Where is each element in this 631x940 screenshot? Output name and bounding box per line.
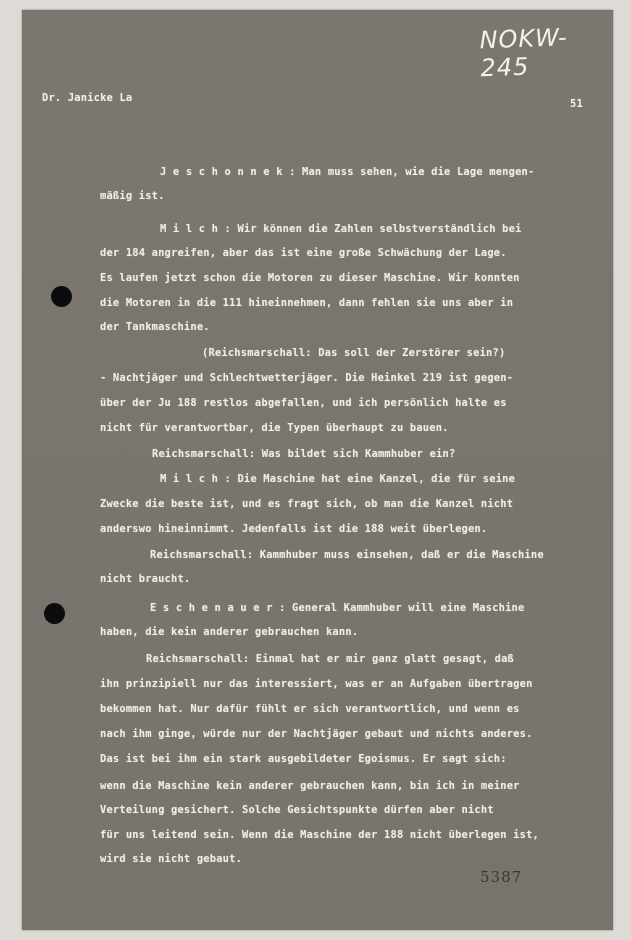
text-line-5: Es laufen jetzt schon die Motoren zu dieser Maschine. Wir konnten bbox=[100, 272, 520, 284]
punch-hole-top bbox=[51, 286, 72, 307]
text-line-2: mäßig ist. bbox=[100, 190, 165, 202]
text-line-10: über der Ju 188 restlos abgefallen, und ich persönlich halte es bbox=[100, 397, 507, 409]
text-line-12: Reichsmarschall: Was bildet sich Kammhuber ein? bbox=[152, 448, 456, 460]
text-line-15: anderswo hineinnimmt. Jedenfalls ist die 188 weit überlegen. bbox=[100, 523, 488, 535]
archive-page-number: 5387 bbox=[480, 868, 523, 886]
document-stamp: NOKW-245 bbox=[479, 23, 569, 83]
text-line-11: nicht für verantwortbar, die Typen überhaupt zu bauen. bbox=[100, 422, 449, 434]
text-line-7: der Tankmaschine. bbox=[100, 321, 210, 333]
text-line-1: J e s c h o n n e k : Man muss sehen, wie die Lage mengen- bbox=[160, 166, 535, 178]
text-line-20: Reichsmarschall: Einmal hat er mir ganz glatt gesagt, daß bbox=[146, 653, 514, 665]
text-line-24: Das ist bei ihm ein stark ausgebildeter Egoismus. Er sagt sich: bbox=[100, 753, 507, 765]
text-line-21: ihn prinzipiell nur das interessiert, was er an Aufgaben übertragen bbox=[100, 678, 533, 690]
text-line-25: wenn die Maschine kein anderer gebrauchen kann, bin ich in meiner bbox=[100, 780, 520, 792]
text-line-19: haben, die kein anderer gebrauchen kann. bbox=[100, 626, 359, 638]
text-line-16: Reichsmarschall: Kammhuber muss einsehen, daß er die Maschine bbox=[150, 549, 544, 561]
text-line-18: E s c h e n a u e r : General Kammhuber will eine Maschine bbox=[150, 602, 525, 614]
punch-hole-bottom bbox=[44, 603, 65, 624]
header-author: Dr. Janicke La bbox=[42, 92, 133, 104]
document-page bbox=[22, 10, 613, 930]
text-line-26: Verteilung gesichert. Solche Gesichtspunkte dürfen aber nicht bbox=[100, 804, 494, 816]
text-line-23: nach ihm ginge, würde nur der Nachtjäger gebaut und nichts anderes. bbox=[100, 728, 533, 740]
text-line-14: Zwecke die beste ist, und es fragt sich, ob man die Kanzel nicht bbox=[100, 498, 514, 510]
text-line-13: M i l c h : Die Maschine hat eine Kanzel, die für seine bbox=[160, 473, 516, 485]
text-line-22: bekommen hat. Nur dafür fühlt er sich verantwortlich, und wenn es bbox=[100, 703, 520, 715]
text-line-27: für uns leitend sein. Wenn die Maschine der 188 nicht überlegen ist, bbox=[100, 829, 539, 841]
text-line-8: (Reichsmarschall: Das soll der Zerstörer sein?) bbox=[202, 347, 506, 359]
header-page-number: 51 bbox=[570, 98, 583, 110]
text-line-28: wird sie nicht gebaut. bbox=[100, 853, 243, 865]
text-line-6: die Motoren in die 111 hineinnehmen, dann fehlen sie uns aber in bbox=[100, 297, 514, 309]
text-line-3: M i l c h : Wir können die Zahlen selbstverständlich bei bbox=[160, 223, 522, 235]
text-line-17: nicht braucht. bbox=[100, 573, 191, 585]
text-line-9: - Nachtjäger und Schlechtwetterjäger. Die Heinkel 219 ist gegen- bbox=[100, 372, 514, 384]
text-line-4: der 184 angreifen, aber das ist eine große Schwächung der Lage. bbox=[100, 247, 507, 259]
